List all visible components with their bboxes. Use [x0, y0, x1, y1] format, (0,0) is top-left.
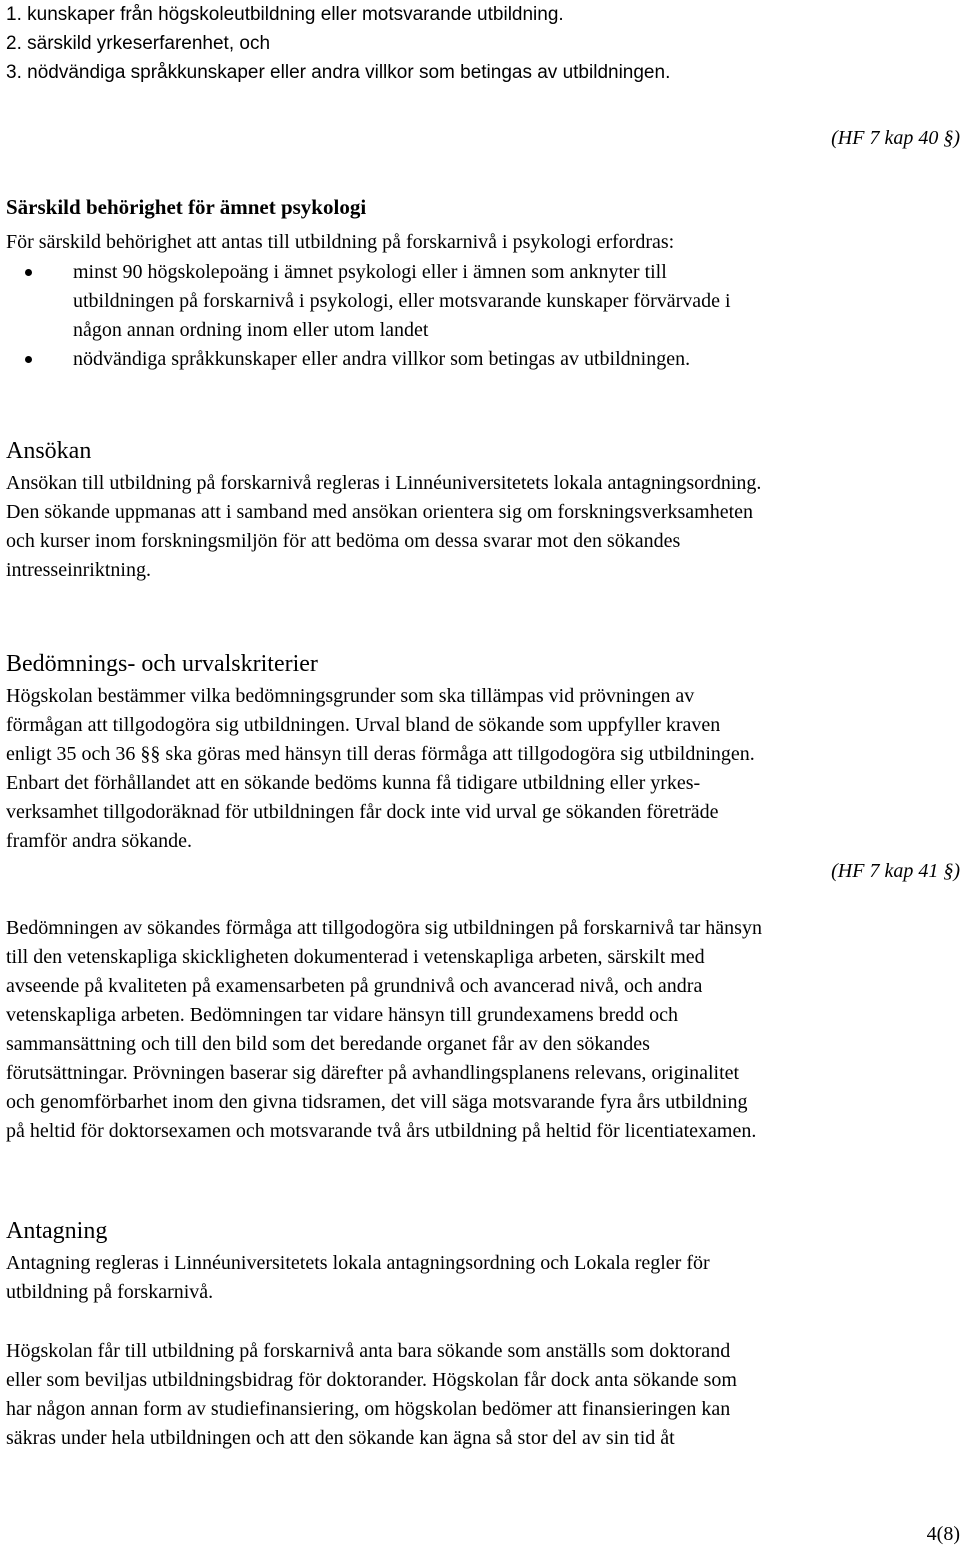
text-line: på heltid för doktorsexamen och motsvarande två års utbildning på heltid för licentiatexamen.: [6, 1120, 757, 1142]
text-line: Antagning regleras i Linnéuniversitetets lokala antagningsordning och Lokala regler för: [6, 1252, 710, 1274]
legal-reference: (HF 7 kap 41 §): [831, 860, 960, 882]
requirement-item: 2. särskild yrkeserfarenhet, och: [6, 33, 271, 54]
bullet-line: någon annan ordning inom eller utom landet: [73, 319, 429, 341]
text-line: Den sökande uppmanas att i samband med ansökan orientera sig om forskningsverksamheten: [6, 501, 754, 523]
text-line: har någon annan form av studiefinansiering, om högskolan bedömer att finansieringen kan: [6, 1398, 731, 1420]
antagning-paragraph: [6, 1249, 960, 1307]
page-number: 4(8): [926, 1523, 960, 1545]
psych-intro-text: För särskild behörighet att antas till utbildning på forskarnivå i psykologi erfordras:: [6, 231, 675, 253]
bedomning-paragraph: [6, 682, 960, 856]
text-line: framför andra sökande.: [6, 830, 193, 852]
text-line: Enbart det förhållandet att en sökande bedöms kunna få tidigare utbildning eller yrkes-: [6, 772, 701, 794]
text-line: och kurser inom forskningsmiljön för att bedöma om dessa svarar mot den sökandes: [6, 530, 681, 552]
section-heading-psych: Särskild behörighet för ämnet psykologi: [6, 195, 367, 219]
text-line: verksamhet tillgodoräknad för utbildningen får dock inte vid urval ge sökanden företräde: [6, 801, 719, 823]
requirements-list: [6, 0, 960, 87]
antagning-paragraph-2: [6, 1337, 960, 1453]
psych-intro: [6, 228, 960, 257]
text-line: och genomförbarhet inom den givna tidsramen, det vill säga motsvarande fyra års utbildning: [6, 1091, 748, 1113]
psych-bullets: [6, 258, 960, 374]
text-line: eller som beviljas utbildningsbidrag för doktorander. Högskolan får dock anta sökande som: [6, 1369, 737, 1391]
text-line: säkras under hela utbildningen och att den sökande kan ägna så stor del av sin tid åt: [6, 1427, 675, 1449]
text-line: utbildning på forskarnivå.: [6, 1281, 214, 1303]
requirement-item: 3. nödvändiga språkkunskaper eller andra villkor som betingas av utbildningen.: [6, 62, 671, 83]
requirement-item: 1. kunskaper från högskoleutbildning eller motsvarande utbildning.: [6, 4, 564, 25]
text-line: Högskolan får till utbildning på forskarnivå anta bara sökande som anställs som doktorand: [6, 1340, 731, 1362]
list-item: [6, 258, 960, 345]
bullet-icon: [25, 356, 32, 363]
text-line: Ansökan till utbildning på forskarnivå regleras i Linnéuniversitetets lokala antagningsordning.: [6, 472, 762, 494]
text-line: Bedömningen av sökandes förmåga att tillgodogöra sig utbildningen på forskarnivå tar hänsyn: [6, 917, 762, 939]
legal-reference: (HF 7 kap 40 §): [831, 127, 960, 149]
text-line: avseende på kvaliteten på examensarbeten på grundnivå och avancerad nivå, och andra: [6, 975, 703, 997]
bullet-line: nödvändiga språkkunskaper eller andra villkor som betingas av utbildningen.: [73, 348, 691, 370]
ansokan-paragraph: [6, 469, 960, 585]
list-item: [6, 345, 960, 374]
text-line: förmågan att tillgodogöra sig utbildningen. Urval bland de sökande som uppfyller kraven: [6, 714, 721, 736]
text-line: enligt 35 och 36 §§ ska göras med hänsyn till deras förmåga att tillgodogöra sig utbildningen.: [6, 743, 755, 765]
text-line: intresseinriktning.: [6, 559, 151, 581]
bullet-line: utbildningen på forskarnivå i psykologi, eller motsvarande kunskaper förvärvade i: [73, 290, 731, 312]
text-line: förutsättningar. Prövningen baserar sig därefter på avhandlingsplanens relevans, originalitet: [6, 1062, 740, 1084]
text-line: vetenskapliga arbeten. Bedömningen tar vidare hänsyn till grundexamens bredd och: [6, 1004, 679, 1026]
section-heading-bedomning: Bedömnings- och urvalskriterier: [6, 651, 318, 677]
text-line: Högskolan bestämmer vilka bedömningsgrunder som ska tillämpas vid prövningen av: [6, 685, 695, 707]
bullet-line: minst 90 högskolepoäng i ämnet psykologi eller i ämnen som anknyter till: [73, 261, 667, 283]
text-line: sammansättning och till den bild som det beredande organet får av den sökandes: [6, 1033, 650, 1055]
section-heading-antagning: Antagning: [6, 1218, 108, 1244]
text-line: till den vetenskapliga skickligheten dokumenterad i vetenskapliga arbeten, särskilt med: [6, 946, 705, 968]
section-heading-ansokan: Ansökan: [6, 438, 92, 464]
bedomning-paragraph-2: [6, 914, 960, 1146]
bullet-icon: [25, 269, 32, 276]
